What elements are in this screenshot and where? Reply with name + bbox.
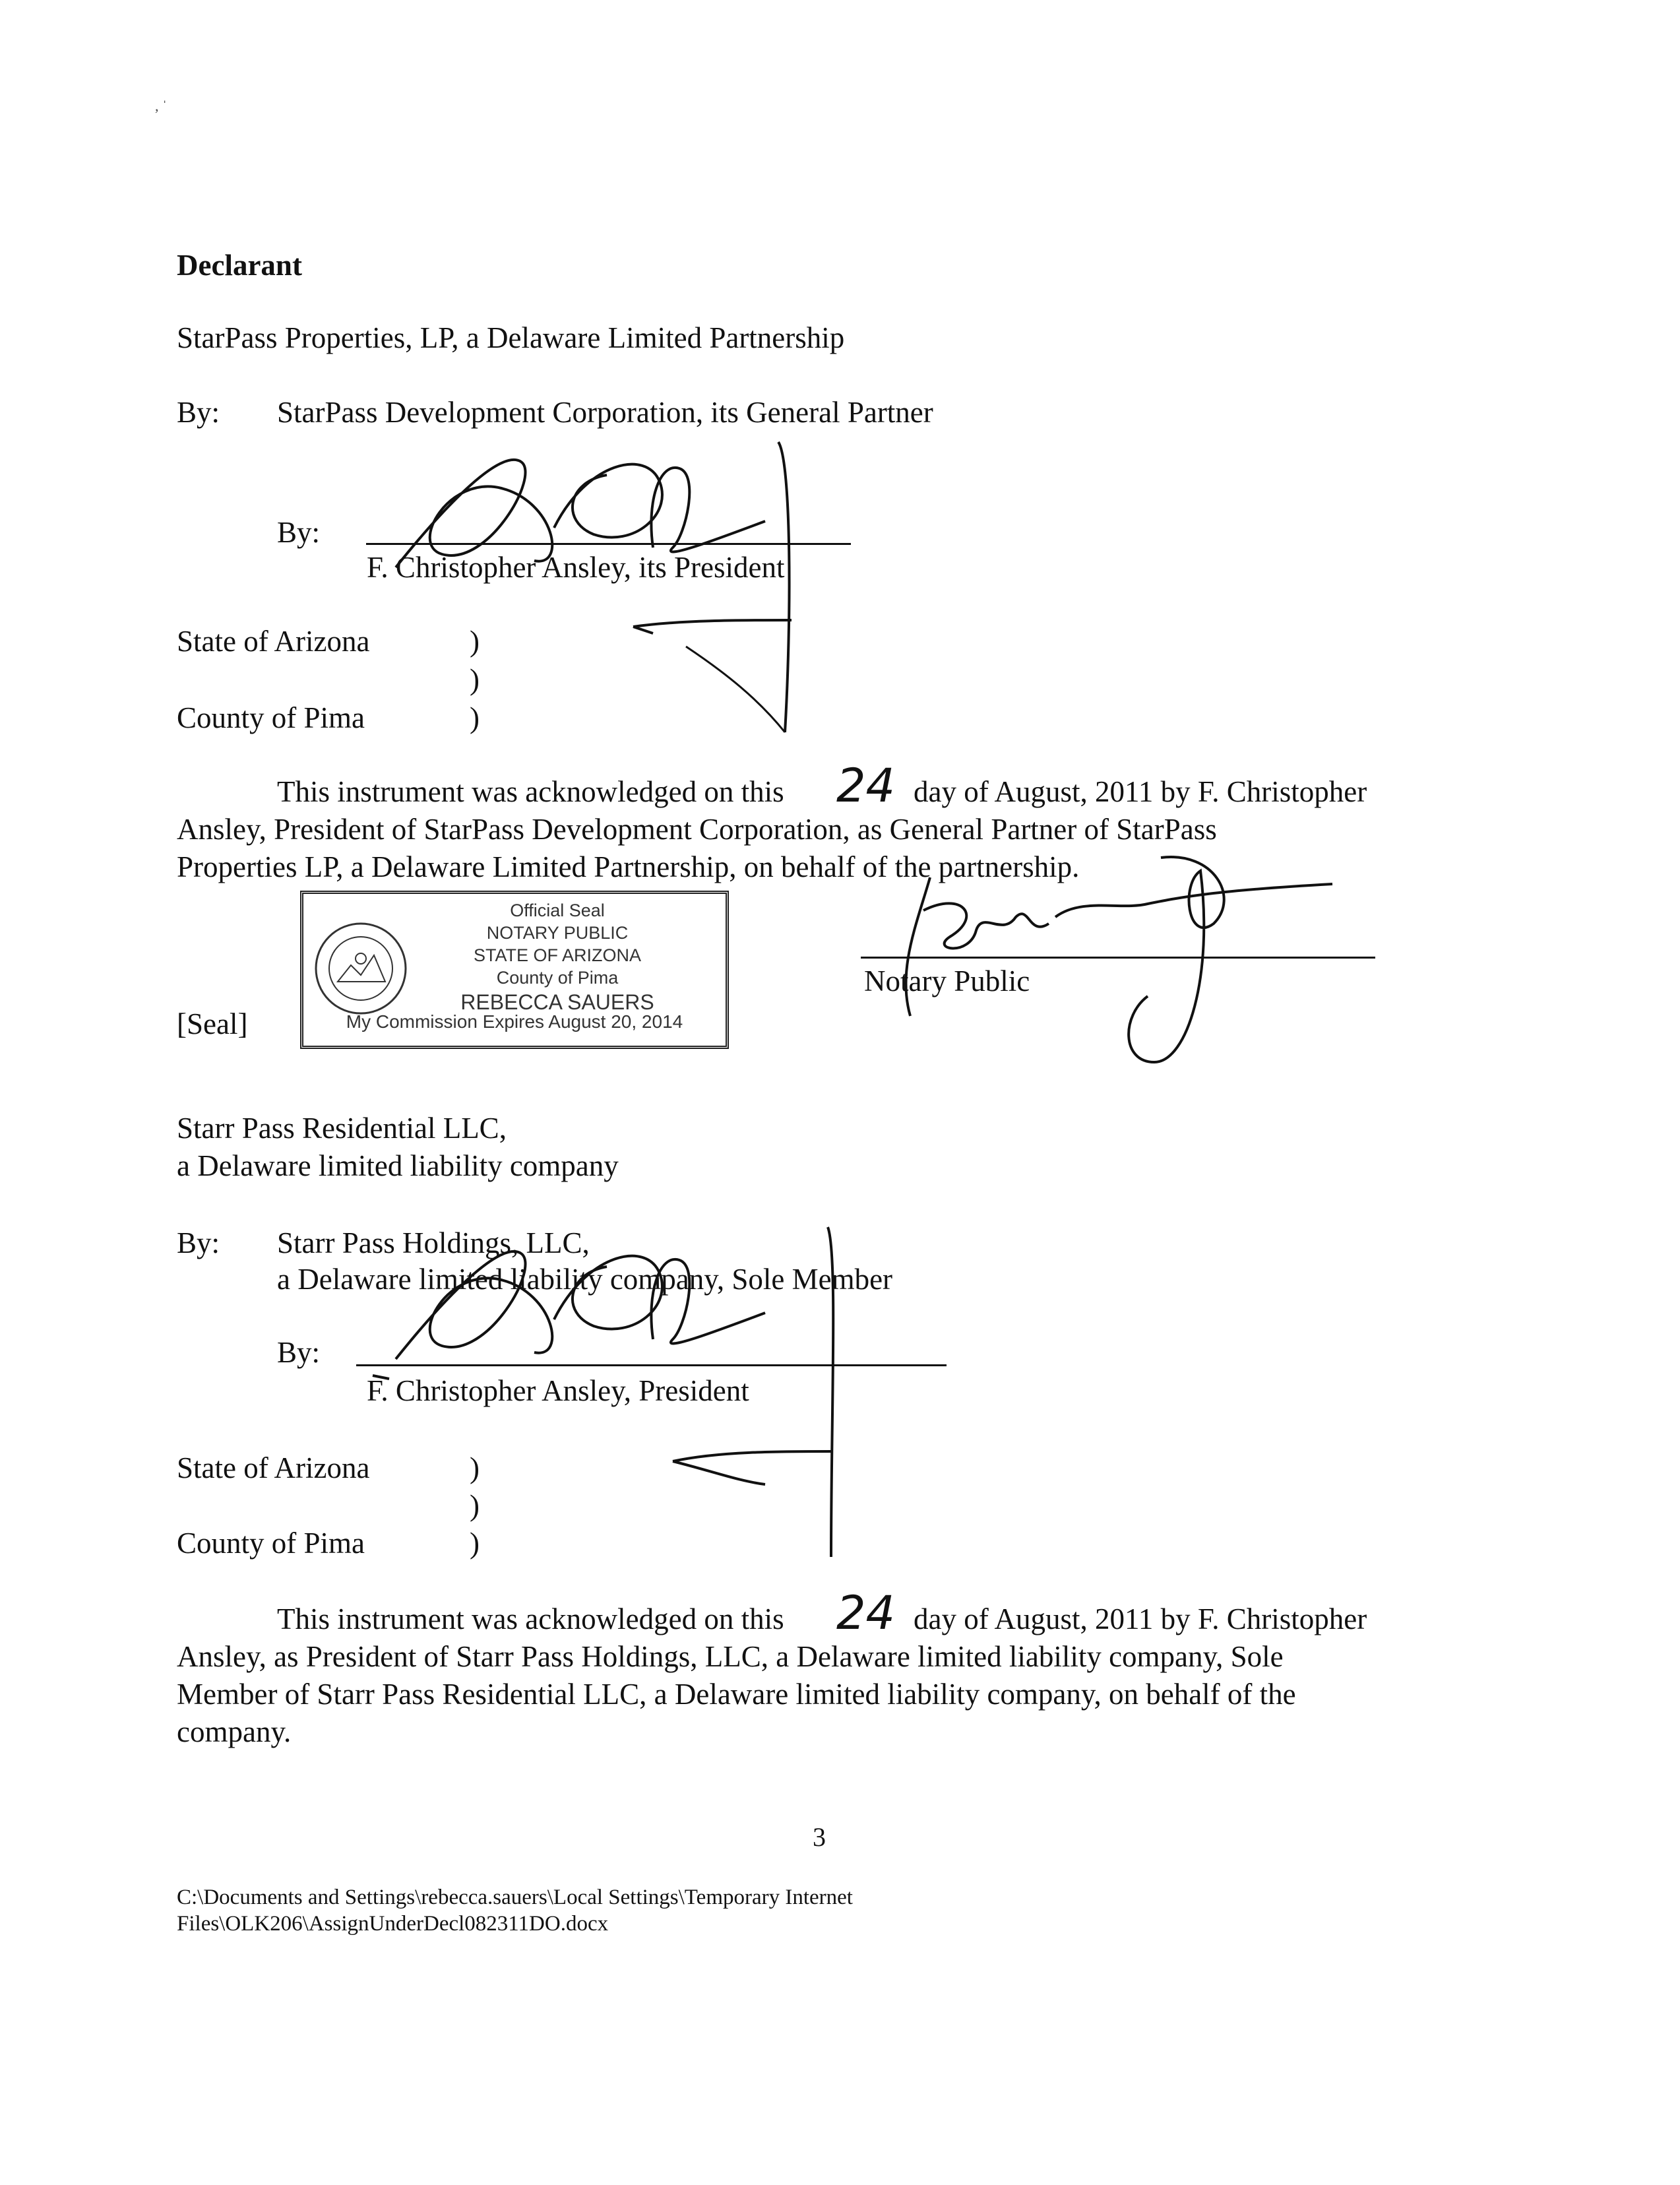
residential-entity-line-1: Starr Pass Residential LLC, [177,1112,507,1145]
page-heading: Declarant [177,249,302,282]
paren-1: ) [470,625,480,658]
by-entity: StarPass Development Corporation, its General Partner [277,396,933,429]
ack2-line-1-end: day of August, 2011 by F. Christopher [914,1602,1367,1635]
notary-stamp [300,891,729,1049]
by-label: By: [177,396,220,429]
stamp-county: County of Pima [496,968,619,988]
ack2-day-handwritten: 24 [836,1586,896,1640]
ack2-line-3: Member of Starr Pass Residential LLC, a Delaware limited liability company, on behalf of the [177,1678,1296,1711]
state-label: State of Arizona [177,625,370,658]
holdings-entity-line-1: Starr Pass Holdings, LLC, [277,1226,590,1259]
paren-4: ) [470,1451,480,1484]
signer-name: F. Christopher Ansley, its President [367,551,785,584]
footer-path-line-2: Files\OLK206\AssignUnderDecl082311DO.docx [177,1912,609,1936]
stamp-notary-public: NOTARY PUBLIC [486,923,629,943]
ack2-line-4: company. [177,1715,292,1748]
state-seal-icon [311,919,410,1018]
signer-name-2: F. Christopher Ansley, President [367,1374,749,1407]
ack2-line-2: Ansley, as President of Starr Pass Holdings, LLC, a Delaware limited liability company, Sole [177,1640,1284,1673]
by-label-signer: By: [277,516,321,549]
stamp-notary-name: REBECCA SAUERS [460,990,654,1014]
paren-6: ) [470,1527,480,1560]
signature-ansley-1 [369,422,831,752]
ack-line-2: Ansley, President of StarPass Development Corporation, as General Partner of StarPass [177,813,1217,846]
ack-line-1-start: This instrument was acknowledged on this [277,775,784,808]
notary-public-label: Notary Public [864,965,1030,998]
by-label-signer-2: By: [277,1336,321,1369]
county-label-2: County of Pima [177,1527,365,1560]
paren-2: ) [470,663,480,696]
scan-marks: , ˈ [155,98,168,114]
declarant-entity: StarPass Properties, LP, a Delaware Limited Partnership [177,321,845,354]
page-number: 3 [813,1822,826,1852]
signature-notary [871,844,1398,1108]
ack-line-1-end: day of August, 2011 by F. Christopher [914,775,1367,808]
seal-label: [Seal] [177,1007,248,1040]
stamp-state: STATE OF ARIZONA [473,945,642,965]
paren-3: ) [470,701,480,734]
ack-line-3: Properties LP, a Delaware Limited Partnership, on behalf of the partnership. [177,850,1080,883]
paren-5: ) [470,1489,480,1522]
stamp-commission-expires: My Commission Expires August 20, 2014 [346,1011,683,1032]
signature-ansley-2 [369,1214,831,1560]
ack-day-handwritten: 24 [836,759,896,813]
ack2-line-1-start: This instrument was acknowledged on this [277,1602,784,1635]
footer-path-line-1: C:\Documents and Settings\rebecca.sauers\Local Settings\Temporary Internet [177,1885,853,1909]
county-label: County of Pima [177,701,365,734]
stamp-official-seal: Official Seal [510,901,605,920]
holdings-entity-line-2: a Delaware limited liability company, Sole Member [277,1263,893,1296]
state-label-2: State of Arizona [177,1451,370,1484]
residential-entity-line-2: a Delaware limited liability company [177,1149,619,1182]
by-label-2: By: [177,1226,220,1259]
